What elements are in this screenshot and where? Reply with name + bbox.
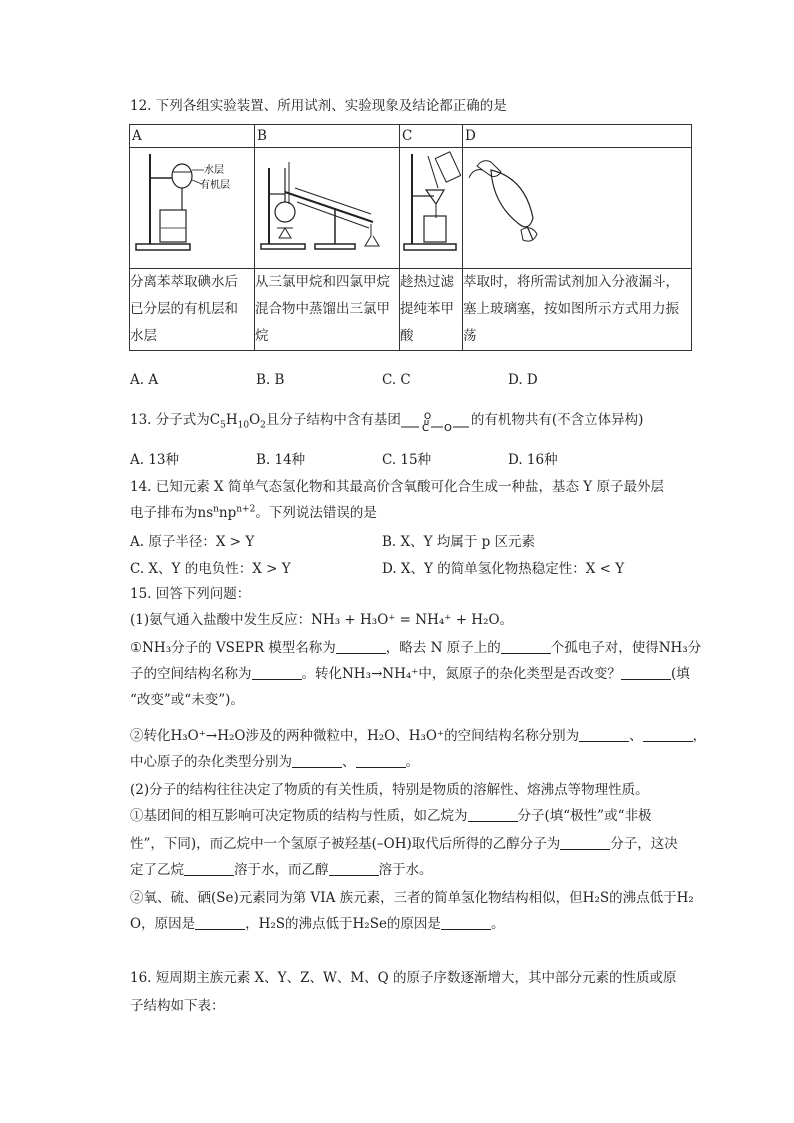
- q13-option-b: B. 14种: [256, 452, 306, 468]
- answer-blank[interactable]: [252, 665, 302, 680]
- ester-group-structure: [401, 411, 471, 431]
- hot-filtration-illustration: [400, 148, 461, 258]
- separatory-funnel-stand-illustration: [130, 148, 253, 258]
- q14-option-c: C. X、Y 的电负性：X > Y: [130, 561, 291, 577]
- answer-blank[interactable]: [501, 639, 551, 654]
- answer-blank[interactable]: [643, 727, 693, 742]
- apparatus-b-cell: [255, 148, 400, 269]
- q12-table: [129, 124, 692, 351]
- header-b: B: [255, 125, 400, 148]
- q14-line-2: 电子排布为$ns^nnp^{n+2}$。下列说法错误的是: [130, 504, 377, 521]
- q12-option-d: D. D: [508, 372, 538, 388]
- q14-line-1: 14. 已知元素 X 简单气态氢化物和其最高价含氧酸可化合生成一种盐，基态 Y 原子最外层: [130, 479, 664, 495]
- q15-title: 15. 回答下列问题：: [130, 586, 251, 602]
- q15-line-3: 子的空间结构名称为 。转化NH₃→NH₄⁺中，氮原子的杂化类型是否改变？ (填: [130, 666, 690, 682]
- q15-line-7: (2)分子的结构往往决定了物质的有关性质，特别是物质的溶解性、熔沸点等物理性质。: [130, 782, 649, 798]
- q14-option-d: D. X、Y 的简单氢化物热稳定性：X < Y: [382, 561, 625, 577]
- q14-option-b: B. X、Y 均属于 p 区元素: [382, 534, 536, 550]
- desc-d: 萃取时，将所需试剂加入分液漏斗， 塞上玻璃塞，按如图所示方式用力振 荡: [463, 269, 692, 351]
- header-c: C: [400, 125, 463, 148]
- q15-line-12: O，原因是 ，H₂S的沸点低于H₂Se的原因是 。: [130, 916, 505, 932]
- q15-line-8: ①基团间的相互影响可决定物质的结构与性质，如乙烷为 分子(填“极性”或“非极: [130, 808, 652, 824]
- header-a: A: [130, 125, 255, 148]
- q14-option-a: A. 原子半径：X > Y: [130, 534, 255, 550]
- svg-text:C: C: [421, 422, 429, 433]
- answer-blank[interactable]: [184, 861, 234, 876]
- answer-blank[interactable]: [195, 915, 245, 930]
- desc-b: 从三氯甲烷和四氯甲烷 混合物中蒸馏出三氯甲 烷: [255, 269, 400, 351]
- q13-stem: 13. 分子式为$C_5H_{10}O_2$且分子结构中含有基团 O C O 的有机物共有(不含立体异构): [130, 411, 644, 433]
- answer-blank[interactable]: [621, 665, 671, 680]
- q12-option-b: B. B: [256, 372, 285, 388]
- q13-option-c: C. 15种: [382, 452, 432, 468]
- svg-text:O: O: [423, 411, 431, 422]
- q15-line-6: 中心原子的杂化类型分别为 、 。: [130, 754, 419, 770]
- q15-line-11: ②氧、硫、硒(Se)元素同为第 VIA 族元素，三者的简单氢化物结构相似，但H₂S的沸点低于H₂: [130, 890, 694, 906]
- q16-line-1: 16. 短周期主族元素 X、Y、Z、W、M、Q 的原子序数逐渐增大，其中部分元素的性质或原: [130, 970, 677, 986]
- desc-a: 分离苯萃取碘水后 已分层的有机层和 水层: [130, 269, 255, 351]
- answer-blank[interactable]: [441, 915, 491, 930]
- answer-blank[interactable]: [468, 807, 518, 822]
- q16-line-2: 子结构如下表：: [130, 998, 225, 1014]
- answer-blank[interactable]: [336, 639, 386, 654]
- desc-c: 趁热过滤 提纯苯甲 酸: [400, 269, 463, 351]
- organic-layer-label: 有机层: [200, 180, 230, 191]
- distillation-apparatus-illustration: [255, 148, 398, 258]
- answer-blank[interactable]: [356, 753, 406, 768]
- answer-blank[interactable]: [292, 753, 342, 768]
- q13-option-d: D. 16种: [508, 452, 558, 468]
- q15-line-10: 定了乙烷 溶于水，而乙醇 溶于水。: [130, 862, 433, 878]
- q13-option-a: A. 13种: [130, 452, 180, 468]
- answer-blank[interactable]: [579, 727, 629, 742]
- water-layer-label: 水层: [204, 165, 224, 176]
- answer-blank[interactable]: [329, 861, 379, 876]
- shaking-funnel-illustration: [463, 148, 690, 258]
- svg-text:O: O: [443, 422, 452, 433]
- apparatus-a-cell: [130, 148, 255, 269]
- q15-line-1: (1)氨气通入盐酸中发生反应：NH₃ + H₃O⁺ = NH₄⁺ + H₂O。: [130, 612, 514, 628]
- apparatus-c-cell: [400, 148, 463, 269]
- q12-stem: 12. 下列各组实验装置、所用试剂、实验现象及结论都正确的是: [130, 98, 507, 114]
- q12-option-c: C. C: [382, 372, 411, 388]
- apparatus-d-cell: [463, 148, 692, 269]
- q15-line-9: 性”，下同)，而乙烷中一个氢原子被羟基(–OH)取代后所得的乙醇分子为 分子，这决: [130, 836, 678, 852]
- answer-blank[interactable]: [560, 835, 610, 850]
- q15-line-2: ①NH₃分子的 VSEPR 模型名称为 ，略去 N 原子上的 个孤电子对，使得NH₃分: [130, 640, 702, 656]
- q12-option-a: A. A: [130, 372, 159, 388]
- header-d: D: [463, 125, 692, 148]
- q15-line-5: ②转化H₃O⁺→H₂O涉及的两种微粒中，H₂O、H₃O⁺的空间结构名称分别为 、 ，: [130, 728, 707, 744]
- q15-line-4: “改变”或“未变”)。: [130, 692, 244, 708]
